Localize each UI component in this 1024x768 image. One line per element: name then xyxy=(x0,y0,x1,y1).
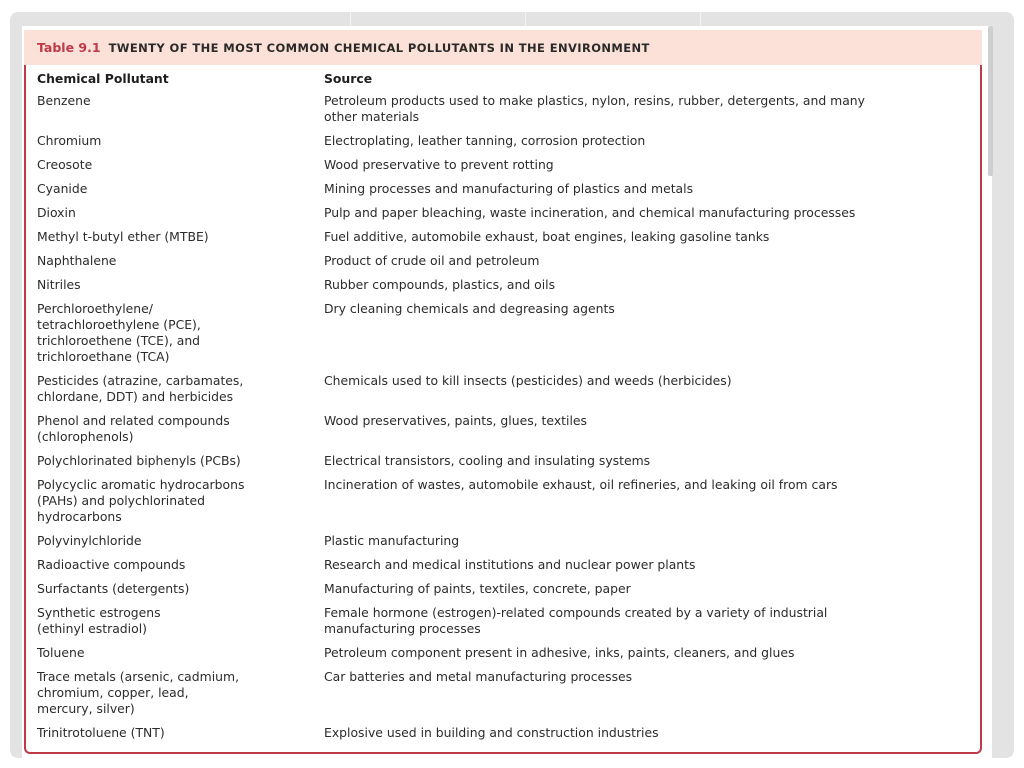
source-cell: Electrical transistors, cooling and insulating systems xyxy=(324,453,651,468)
source-cell: Chemicals used to kill insects (pesticides) and weeds (herbicides) xyxy=(324,373,732,388)
source-cell: Dry cleaning chemicals and degreasing agents xyxy=(324,301,615,316)
source-cell: Research and medical institutions and nuclear power plants xyxy=(324,557,696,572)
pollutant-cell: Polychlorinated biphenyls (PCBs) xyxy=(37,453,241,468)
top-strip-segment xyxy=(351,12,526,26)
table-row xyxy=(37,229,972,245)
pollutant-cell: Phenol and related compounds (chlorophenols) xyxy=(37,413,230,444)
pollutant-cell: Synthetic estrogens (ethinyl estradiol) xyxy=(37,605,161,636)
source-cell: Wood preservatives, paints, glues, textiles xyxy=(324,413,587,428)
pollutant-cell: Cyanide xyxy=(37,181,88,196)
pollutant-cell: Naphthalene xyxy=(37,253,117,268)
source-cell: Mining processes and manufacturing of plastics and metals xyxy=(324,181,694,196)
table-row xyxy=(37,581,972,597)
column-header-pollutant: Chemical Pollutant xyxy=(37,71,169,86)
pollutant-cell: Methyl t-butyl ether (MTBE) xyxy=(37,229,209,244)
table-number: Table 9.1 xyxy=(37,40,101,55)
table-row xyxy=(37,669,972,717)
table-row xyxy=(37,93,972,125)
table-header-row xyxy=(37,71,972,87)
top-strip xyxy=(10,12,1014,26)
pollutant-cell: Radioactive compounds xyxy=(37,557,186,572)
pollutant-cell: Surfactants (detergents) xyxy=(37,581,190,596)
table-row xyxy=(37,133,972,149)
table-title-bar xyxy=(24,30,982,65)
source-cell: Petroleum component present in adhesive, inks, paints, cleaners, and glues xyxy=(324,645,795,660)
table-row xyxy=(37,373,972,405)
pollutant-cell: Trace metals (arsenic, cadmium, chromium, copper, lead, mercury, silver) xyxy=(37,669,240,716)
pollutant-cell: Dioxin xyxy=(37,205,76,220)
table-row xyxy=(37,157,972,173)
vertical-scrollbar[interactable] xyxy=(988,26,993,176)
source-cell: Electroplating, leather tanning, corrosion protection xyxy=(324,133,646,148)
column-header-source: Source xyxy=(324,71,373,86)
table-row xyxy=(37,645,972,661)
top-strip-segment xyxy=(526,12,701,26)
table-row xyxy=(37,725,972,741)
pollutant-cell: Polycyclic aromatic hydrocarbons (PAHs) and polychlorinated hydrocarbons xyxy=(37,477,245,524)
pollutant-cell: Trinitrotoluene (TNT) xyxy=(37,725,165,740)
pollutant-cell: Nitriles xyxy=(37,277,81,292)
source-cell: Fuel additive, automobile exhaust, boat engines, leaking gasoline tanks xyxy=(324,229,770,244)
table-row xyxy=(37,205,972,221)
source-cell: Incineration of wastes, automobile exhaust, oil refineries, and leaking oil from cars xyxy=(324,477,838,492)
table-row xyxy=(37,557,972,573)
table-row xyxy=(37,277,972,293)
table-row xyxy=(37,181,972,197)
table-row xyxy=(37,453,972,469)
pollutant-cell: Benzene xyxy=(37,93,91,108)
source-cell: Rubber compounds, plastics, and oils xyxy=(324,277,556,292)
source-cell: Pulp and paper bleaching, waste incineration, and chemical manufacturing processes xyxy=(324,205,856,220)
table-row xyxy=(37,605,972,637)
source-cell: Manufacturing of paints, textiles, concrete, paper xyxy=(324,581,631,596)
table-row xyxy=(37,413,972,445)
pollutant-cell: Chromium xyxy=(37,133,102,148)
table-row xyxy=(37,301,972,365)
source-cell: Product of crude oil and petroleum xyxy=(324,253,540,268)
table-row xyxy=(37,253,972,269)
source-cell: Petroleum products used to make plastics, nylon, resins, rubber, detergents, and many other materials xyxy=(324,93,865,124)
top-strip-segment xyxy=(10,12,351,26)
pollutant-cell: Polyvinylchloride xyxy=(37,533,142,548)
pollutant-cell: Pesticides (atrazine, carbamates, chlordane, DDT) and herbicides xyxy=(37,373,244,404)
source-cell: Wood preservative to prevent rotting xyxy=(324,157,554,172)
pollutant-cell: Toluene xyxy=(37,645,85,660)
table-body xyxy=(37,71,972,749)
source-cell: Female hormone (estrogen)-related compounds created by a variety of industrial manufacturing processes xyxy=(324,605,828,636)
table-title: TWENTY OF THE MOST COMMON CHEMICAL POLLUTANTS IN THE ENVIRONMENT xyxy=(108,40,650,55)
source-cell: Car batteries and metal manufacturing processes xyxy=(324,669,633,684)
table-row xyxy=(37,477,972,525)
pollutant-cell: Creosote xyxy=(37,157,93,172)
table-row xyxy=(37,533,972,549)
source-cell: Explosive used in building and construction industries xyxy=(324,725,659,740)
pollutant-cell: Perchloroethylene/ tetrachloroethylene (PCE), trichloroethene (TCE), and trichloroethane (TCA) xyxy=(37,301,201,364)
source-cell: Plastic manufacturing xyxy=(324,533,460,548)
